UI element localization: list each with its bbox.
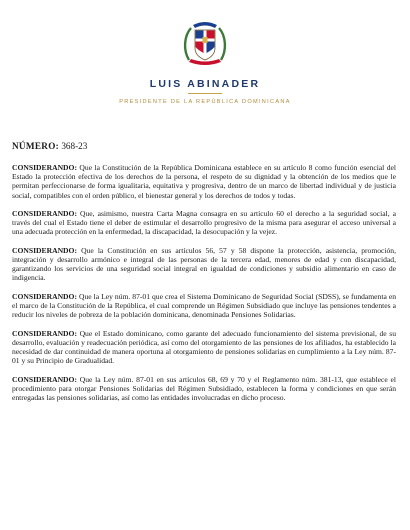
- considerando-paragraph: [12, 246, 396, 283]
- considerando-paragraph: [12, 209, 396, 237]
- considerando-text: Que la Constitución en sus artículos 56, 57 y 58 dispone la protección, asistencia, promoción, integración y desarrollo armónico e integral de las personas de la tercera edad, menores de edad y con discapacidad, garantizando los servicios de una seguridad social integral en igualdad de condiciones y subsidio alimentario en caso de indigencia.: [12, 245, 396, 283]
- coat-of-arms-icon: [179, 18, 231, 68]
- considerando-paragraph: [12, 163, 396, 200]
- signer-title: PRESIDENTE DE LA REPÚBLICA DOMINICANA: [119, 99, 291, 105]
- considerando-text: Que la Ley núm. 87-01 que crea el Sistema Dominicano de Seguridad Social (SDSS), se fundamenta en el marco de la Constitución de la República, el cual comprende un Régimen Subsidiado que incluye las pensiones tendentes a reducir los niveles de pobreza de la población dominicana, denominada Pensiones Solidarias.: [12, 291, 396, 320]
- considerando-label: CONSIDERANDO:: [12, 209, 77, 218]
- considerando-label: CONSIDERANDO:: [12, 328, 77, 338]
- number-label: NÚMERO:: [12, 141, 60, 151]
- considerando-text: Que, asimismo, nuestra Carta Magna consagra en su artículo 60 el derecho a la seguridad social, a través del cual el Estado tiene el deber de estimular el desarrollo progresivo de la misma para asegurar el acceso universal a una adecuada protección en la enfermedad, la discapacidad, la desocupación y la vejez.: [12, 209, 396, 237]
- decree-number: [12, 141, 87, 151]
- considerando-paragraph: [12, 329, 396, 366]
- considerando-label: CONSIDERANDO:: [12, 291, 77, 301]
- signer-name: LUIS ABINADER: [149, 78, 261, 90]
- considerandos-section: [12, 163, 396, 411]
- considerando-paragraph: [12, 292, 396, 320]
- number-value: 368-23: [61, 141, 88, 151]
- considerando-paragraph: [12, 375, 396, 403]
- considerando-label: CONSIDERANDO:: [12, 245, 77, 255]
- header-divider: [188, 93, 222, 94]
- considerando-label: CONSIDERANDO:: [12, 374, 77, 384]
- considerando-text: Que el Estado dominicano, como garante del adecuado funcionamiento del sistema previsional, de su desarrollo, evaluación y readecuación periódica, así como del otorgamiento de las pensiones de los afiliados, ha establecido la necesidad de dar continuidad de manera oportuna al otorgamiento de pensiones solidarias en cumplimiento a la Ley núm. 87-01 y su Principio de Gradualidad.: [12, 328, 396, 366]
- considerando-text: Que la Ley núm. 87-01 en sus artículos 68, 69 y 70 y el Reglamento núm. 381-13, que establece el procedimiento para otorgar Pensiones Solidarias del Régimen Subsidiado, establecen la forma y condiciones en que serán entregadas las pensiones solidarias, así como las entidades involucradas en dicho proceso.: [12, 374, 397, 402]
- considerando-label: CONSIDERANDO:: [12, 163, 77, 172]
- considerando-text: Que la Constitución de la República Dominicana establece en su artículo 8 como función esencial del Estado la protección efectiva de los derechos de la persona, el respeto de su dignidad y la obtención de los medios que le permitan perfeccionarse de forma igualitaria, equitativa y progresiva, dentro de un marco de libertad individual y de justicia social, compatibles con el orden público, el bienestar general y los derechos de todos y todas.: [12, 163, 396, 200]
